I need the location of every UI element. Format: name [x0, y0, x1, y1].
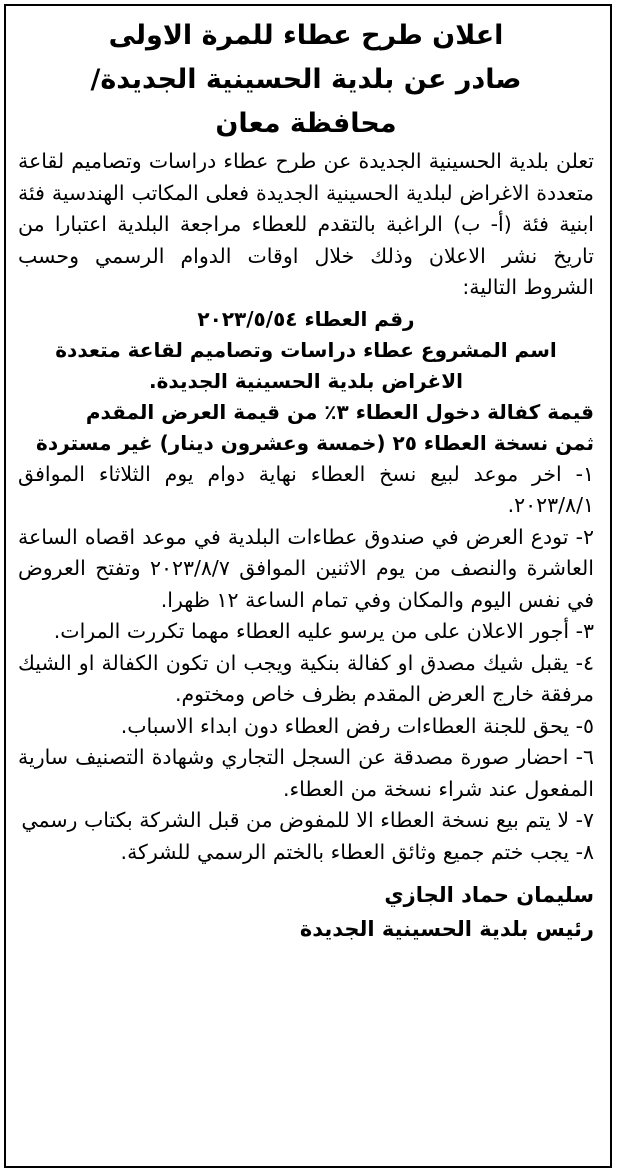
condition-item: ٤- يقبل شيك مصدق او كفالة بنكية ويجب ان تكون الكفالة او الشيك مرفقة خارج العرض المقدم بظرف خاص ومختوم. — [18, 650, 594, 706]
project-name: اسم المشروع عطاء دراسات وتصاميم لقاعة متعددة الاغراض بلدية الحسينية الجديدة. — [55, 337, 557, 393]
condition-item: ٦- احضار صورة مصدقة عن السجل التجاري وشهادة التصنيف سارية المفعول عند شراء نسخة من العطاء. — [18, 745, 594, 801]
bid-guarantee: قيمة كفالة دخول العطاء ٣٪ من قيمة العرض المقدم — [85, 399, 594, 424]
title-line-1: اعلان طرح عطاء للمرة الاولى — [108, 20, 504, 51]
signatory-position: رئيس بلدية الحسينية الجديدة — [299, 917, 594, 941]
title-line-3: محافظة معان — [215, 108, 397, 139]
condition-item: ٧- لا يتم بيع نسخة العطاء الا للمفوض من قبل الشركة بكتاب رسمي — [21, 808, 594, 832]
intro-paragraph: تعلن بلدية الحسينية الجديدة عن طرح عطاء دراسات وتصاميم لقاعة متعددة الاغراض لبلدية الحسينية الجديدة فعلى المكاتب الهندسية فئة ابنية فئة (أ- ب) الراغبة بالتقدم للعطاء مراجعة البلدية اعتبارا من تاريخ نشر الاعلان وذلك خلال اوقات الدوام الرسمي وحسب الشروط التالية: — [18, 149, 594, 299]
title-line-2: صادر عن بلدية الحسينية الجديدة/ — [90, 64, 522, 95]
condition-item: ٢- تودع العرض في صندوق عطاءات البلدية في موعد اقصاه الساعة العاشرة والنصف من يوم الاثنين الموافق ٢٠٢٣/٨/٧ وتفتح العروض في نفس اليوم والمكان وفي تمام الساعة ١٢ ظهرا. — [18, 524, 594, 612]
condition-item: ١- اخر موعد لبيع نسخ العطاء نهاية دوام يوم الثلاثاء الموافق ٢٠٢٣/٨/١. — [18, 461, 594, 517]
signatory-name: سليمان حماد الجازي — [384, 883, 594, 907]
copy-price: ثمن نسخة العطاء ٢٥ (خمسة وعشرون دينار) غير مستردة — [36, 430, 594, 455]
tender-number: رقم العطاء ٢٠٢٣/٥/٥٤ — [197, 306, 415, 331]
condition-item: ٣- أجور الاعلان على من يرسو عليه العطاء مهما تكررت المرات. — [53, 619, 594, 643]
condition-item: ٨- يجب ختم جميع وثائق العطاء بالختم الرسمي للشركة. — [120, 839, 594, 864]
condition-item: ٥- يحق للجنة العطاءات رفض العطاء دون ابداء الاسباب. — [120, 713, 594, 738]
announcement-frame — [4, 4, 612, 1168]
